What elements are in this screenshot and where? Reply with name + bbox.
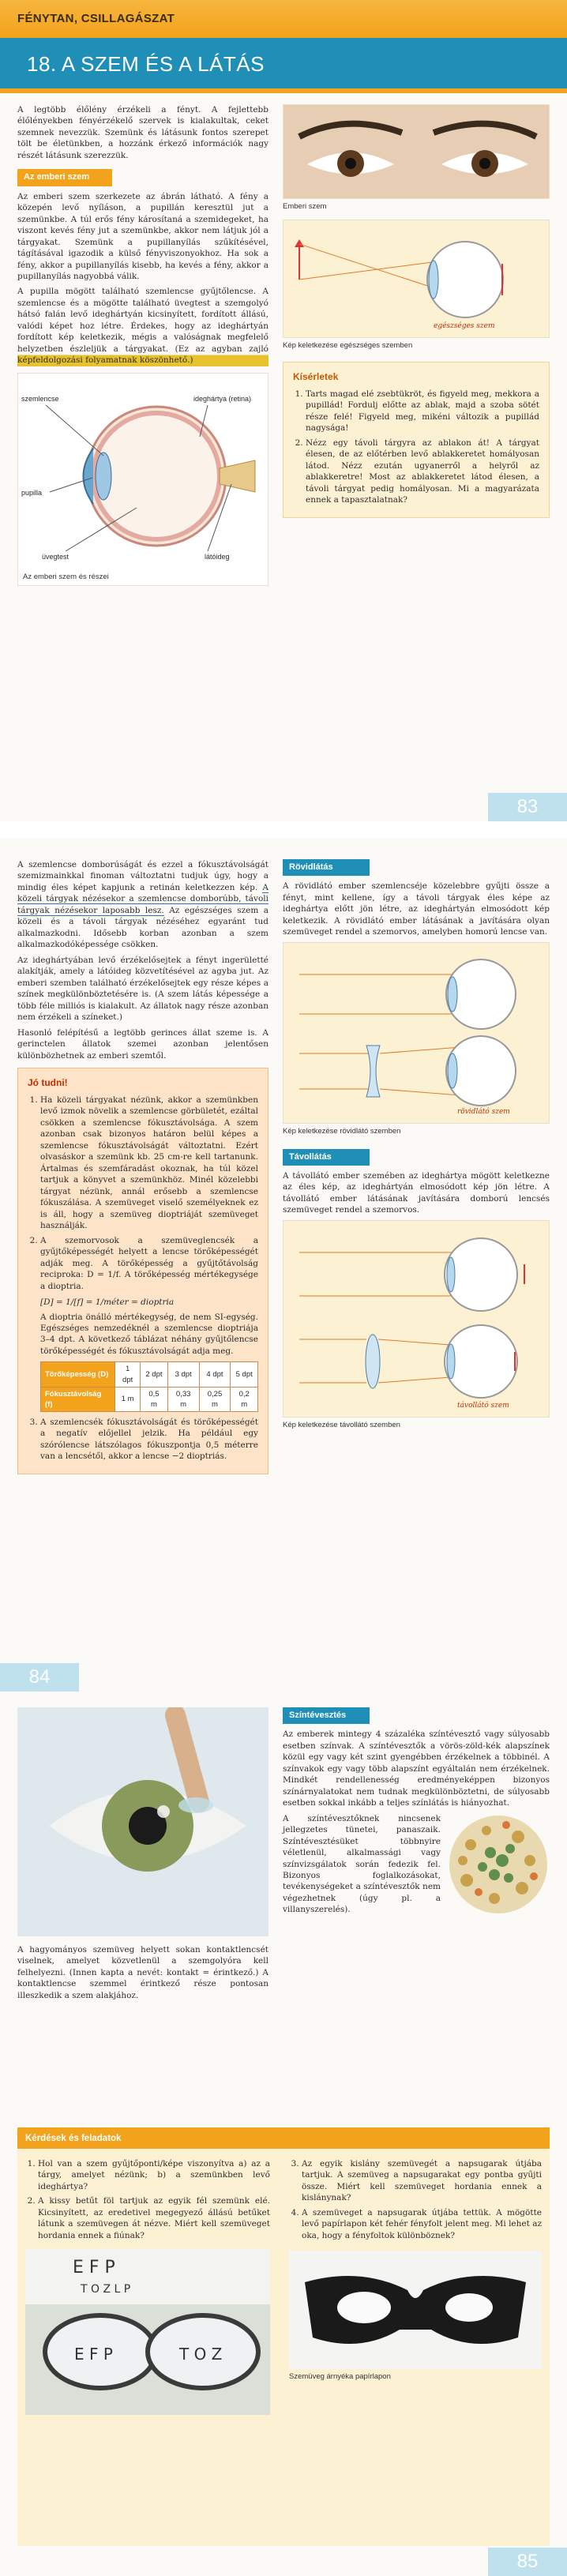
table-cell: 0,33 m bbox=[167, 1387, 199, 1411]
colorblind-text: Az emberek mintegy 4 százaléka színtévesztő vagy súlyosabb esetben színvak. A színtévesztők a vörös-zöld-kék alapszínek közül egy vagy két szint gyengébben érzékelnek a többinél. A színvakok egy vagy több alapszínt egyáltalán nem érzékelnek. Mindkét rendellenesség eredményeképpen bizonyos színárnyalatokat nem tudnak megkülönböztetni, de súlyosabb esetben sokkal inkább a teljes színlátás is hiányozhat. bbox=[283, 1729, 550, 1808]
pupil-paragraph: Az emberi szem szerkezete az ábrán látható. A fény a közepén levő nyíláson, a pupillán keresztül jut a szemünkbe. A túl erős fény károsítaná a szemidegeket, ha viszont kevés fény jut a szemünkbe, akkor nem látjuk jól a tárgyakat. Szemünk a pupillanyílás szűkítésével, tágításával igazodik a külső fényviszonyokhoz. Ha sok a fény, akkor a pupillanyílás kisebb, ha kevés a fény, akkor a pupillanyílás nagyobbá válik. bbox=[17, 191, 268, 281]
table-header: Fókusztávolság (f) bbox=[41, 1387, 115, 1411]
eye-photo bbox=[283, 104, 550, 199]
box-heading-human-eye: Az emberi szem bbox=[17, 169, 112, 186]
contact-lens-photo bbox=[17, 1707, 268, 1936]
left-column bbox=[17, 1707, 268, 2005]
experiments-title: Kísérletek bbox=[293, 371, 339, 383]
myopia-heading: Rövidlátás bbox=[283, 859, 370, 876]
eye-photo-caption: Emberi szem bbox=[283, 202, 327, 211]
table-cell: 4 dpt bbox=[199, 1362, 231, 1387]
page-number: 83 bbox=[488, 793, 567, 821]
table-cell: 3 dpt bbox=[167, 1362, 199, 1387]
page-number: 84 bbox=[0, 1663, 79, 1692]
table-cell: 0,2 m bbox=[231, 1387, 258, 1411]
sunglasses-caption: Szemüveg árnyéka papírlapon bbox=[289, 2372, 391, 2382]
lesson-title-bar bbox=[0, 38, 567, 88]
questions-heading: Kérdések és feladatok bbox=[17, 2130, 550, 2149]
page-number: 85 bbox=[488, 2548, 567, 2576]
question-item: 3. Az egyik kislány szemüvegét a napsugarak útjába tartjuk. A szemüveg a napsugarakat egy pontba gyűjti össze. Miért kell szemüveget hordania ennek a kislánynak? bbox=[302, 2158, 542, 2204]
table-cell: 0,5 m bbox=[141, 1387, 168, 1411]
myopia-label: rövidlátó szem bbox=[457, 1107, 510, 1116]
myopia-text: A rövidlátó ember szemlencséje közelebbre gyűjti össze a fényt, mint kellene, így a távoli tárgyak éles képe az ideghártya előtt jön létre, az ideghártyán elmosódott kép keletkezik. A rövidlátó ember látásának a javítására olyan szemüveget rendel a szemorvos, amelyben homorú lencse van. bbox=[283, 881, 550, 937]
dioptre-formula: [D] = 1/[f] = 1/méter = dioptria bbox=[40, 1297, 175, 1308]
good-to-know-box bbox=[17, 1068, 268, 1474]
hyperopia-figure bbox=[283, 1220, 550, 1418]
myopia-figure bbox=[283, 942, 550, 1124]
lens-shape bbox=[96, 452, 111, 500]
svg-text:E F P: E F P bbox=[73, 2258, 115, 2278]
accommodation-highlight: A közeli tárgyak nézésekor a szemlencse domborúbb, távoli tárgyak nézésekor laposabb lesz. bbox=[17, 882, 268, 915]
experiment-item: 1. Tarts magad elé zsebtükröt, és figyeld meg, mekkora a pupillád! Fordulj előtte az ablak, majd a szoba sötét része felé! Figyeld meg, mikéni változik a pupillád nagysága! bbox=[306, 389, 539, 434]
right-column bbox=[283, 1707, 550, 1920]
right-column bbox=[283, 104, 550, 518]
accommodation-text: A szemlencse domborúságát és ezzel a fókusztávolságát szemizmainkkal finoman változtatni tudjuk úgy, hogy a mindig éles képet kapjunk a retinán keletkezzen kép. bbox=[17, 860, 268, 892]
healthy-eye-figure bbox=[283, 220, 550, 338]
label-retina: ideghártya (retina) bbox=[193, 394, 252, 403]
label-lens: szemlencse bbox=[21, 394, 59, 403]
left-column bbox=[17, 104, 268, 586]
question-item: 2. A kissy betűt föl tartjuk az egyik fél szemünk elé. Kicsinyített, az eredetivel megegyező állású betűket látunk a szemüvegen át nézve. Miért kell szemüveget hordania ennek a fiúnak? bbox=[38, 2195, 270, 2241]
aging-text: Az egészséges szem a közeli és a távoli tárgyak nézéséhez egyaránt tud alkalmazkodni. Idősebb korban azonban a szem alkalmazkodóképessége csökken. bbox=[17, 905, 268, 950]
table-cell: 1 m bbox=[115, 1387, 141, 1411]
table-header: Törőképesség (D) bbox=[41, 1362, 115, 1387]
hyperopia-text: A távollátó ember szemében az ideghártya mögött keletkezne az éles kép, az ideghártyán elmosódott kép jön létre. A távollátó ember látásának javítására domború lencsés szemüveget rendel a szemorvos. bbox=[283, 1170, 550, 1215]
table-cell: 5 dpt bbox=[231, 1362, 258, 1387]
good-to-know-item: 3. A szemlencsék fókusztávolságát és törőképességét a negatív előjellel jelzik. Ha például egy szórólencse látszólagos fókuszpontja 0,5 méterre van a lencsétől, akkor a lencse −2 dioptriás. bbox=[40, 1417, 258, 1463]
lesson-title: 18. A SZEM ÉS A LÁTÁS bbox=[27, 52, 265, 76]
diagram-caption: Az emberi szem és részei bbox=[23, 572, 109, 581]
sunglasses-shadow-photo bbox=[289, 2251, 542, 2369]
intro-paragraph: A legtöbb élőlény érzékeli a fényt. A fejlettebb élőlényekben fényérzékelő szervek is kialakultak, ceket szemnek nevezzük. Szemünk és látásunk fontos szerepet tölt be életünkben, a hozzánk érkező információk nagy részét látásunk szerezzük. bbox=[17, 105, 268, 160]
myopia-caption: Kép keletkezése rövidlátó szemben bbox=[283, 1126, 401, 1136]
good-to-know-title: Jó tudni! bbox=[28, 1077, 68, 1089]
experiment-item: 2. Nézz egy távoli tárgyra az ablakon át! A tárgyat élesen, de az előtérben levő ablakkeretet homályosan látod. Nézz ezután ugyanerről a helyről az ablakkeretre! Most az ablakkeretet látod élesen, a távoli tárgyat pedig homályosan. Mi a magyarázata ennek a tapasztalatnak? bbox=[306, 437, 539, 506]
label-vitreous: üvegtest bbox=[42, 552, 69, 561]
eye-diagram bbox=[17, 373, 268, 586]
question-item: 4. A szemüveget a napsugarak útjába tettük. A mögötte levő papírlapon két fehér fényfolt jelent meg. Mi lehet az oka, hogy a fényfoltok különböznek? bbox=[302, 2207, 542, 2241]
lens-paragraph: A pupilla mögött található szemlencse gyűjtőlencse. A szemlencse és a mögötte található üvegtest a szemgolyó hátsó falán levő ideghártyán kicsinyített, fordított állású, valódi képet hoz létre. Érdekes, hogy az ideghártyán fordított kép keletkezik, mégis a valóságnak megfelelő helyzetben észleljük a tárgyakat. (Ez az agyban zajló képfeldolgozási folyamatnak köszönhető.) bbox=[17, 287, 268, 366]
good-to-know-item: 1. Ha közeli tárgyakat nézünk, akkor a szemünkben levő izmok növelik a szemlencse görbületét, ezáltal csökken a szemlencse fókusztávolsága. A szem azonban csak bizonyos határon belül képes a szemlencse fókusztávolságát változtatni. Ezért olvasáskor a szemünk kb. 25 cm-re kell tartanunk. Ártalmas és szemfáradást okoznak, ha túl közel tartjuk a könyvet a szemünkhöz. Minél közelebbi tárgyat nézünk, annál erősebb a szemlencse fókuszálása. A szemüveget viselő személyeknek ez is áll, hogy a szemüveg dioptriáját szemüveget használják. bbox=[40, 1095, 258, 1232]
dioptre-table bbox=[40, 1361, 258, 1411]
healthy-eye-label: egészséges szem bbox=[434, 322, 495, 331]
section-title: FÉNYTAN, CSILLAGÁSZAT bbox=[17, 12, 175, 25]
chapter-header bbox=[0, 0, 567, 38]
page-84 bbox=[0, 839, 567, 1692]
hyperopia-label: távollátó szem bbox=[457, 1401, 509, 1410]
questions-box bbox=[17, 2127, 550, 2546]
glasses-eye-chart-photo bbox=[25, 2249, 270, 2415]
question-item: 1. Hol van a szem gyűjtőponti/képe viszonyítva a) az a tárgy, amelyet nézünk; b) a szemünkben levő ideghártya? bbox=[38, 2158, 270, 2192]
left-column bbox=[17, 859, 268, 1474]
colorblind-text-2: A színtévesztőknek nincsenek jellegzetes tünetei, panaszaik. Színtévesztésüket többnyire véletlenül, alkalmassági vagy színvizsgálatok során fedezik fel. Bizonyos foglalkozásokat, tevékenységeket a színtévesztők nem végezhetnek (úgy pl. a villanyszerelés). bbox=[283, 1813, 441, 1915]
svg-text:T O Z L P: T O Z L P bbox=[81, 2283, 131, 2296]
healthy-eye-caption: Kép keletkezése egészséges szemben bbox=[283, 341, 413, 351]
experiments-box bbox=[283, 362, 550, 517]
table-cell: 2 dpt bbox=[141, 1362, 168, 1387]
hyperopia-caption: Kép keletkezése távollátó szemben bbox=[283, 1420, 400, 1429]
label-optic-nerve: látóideg bbox=[205, 552, 230, 561]
hyperopia-heading: Távollátás bbox=[283, 1149, 370, 1166]
svg-text:T O Z: T O Z bbox=[179, 2345, 223, 2364]
table-cell: 1 dpt bbox=[115, 1362, 141, 1387]
contact-lens-text: A hagyományos szemüveg helyett sokan kontaktlencsét viselnek, amelyet közvetlenül a szemgolyóra kell felhelyezni. (Innen kapta a nevét: kontakt = érintkező.) A kontaktlencse szemmel érintkező része pontosan illeszkedik a szem alakjához. bbox=[17, 1945, 268, 2000]
vertebrate-paragraph: Hasonló felépítésű a legtöbb gerinces állat szeme is. A gerinctelen állatok szemei azonban jelentősen különbözhetnek az emberi szemtől. bbox=[17, 1027, 268, 1061]
colorblind-heading: Színtévesztés bbox=[283, 1707, 370, 1724]
dioptre-note: A dioptria önálló mértékegység, de nem SI-egység. Egészséges nemzedéknél a szemlencse dioptriája 3–4 dpt. A következő táblázat néhány gyűjtőlencse törőképességét és fókusztávolságát adja meg. bbox=[40, 1312, 258, 1356]
page-83 bbox=[0, 0, 567, 821]
table-cell: 0,25 m bbox=[199, 1387, 231, 1411]
page-85 bbox=[0, 1692, 567, 2576]
good-to-know-item: 2. A szemorvosok a szemüveglencsék a gyűjtőképességét helyett a lencse törőképességét adják meg. A törőképesség a gyűjtőtávolság reciproka: D = 1/f. A törőképesség mértékegysége a dioptria. bbox=[40, 1235, 258, 1292]
ishihara-plate bbox=[447, 1813, 550, 1916]
svg-text:E F P: E F P bbox=[74, 2345, 113, 2364]
receptor-paragraph: Az ideghártyában levő érzékelősejtek a fényt ingerületté alakítják, amely a látóideg közvetítésével az agyba jut. Az emberi szemben található érzékelősejtek egy része képes a színek megkülönböztetésére is. (A szem látás képessége a több féle milliós is kialakult. Az állatok nagy része azonban nem érzékeli a színeket.) bbox=[17, 955, 268, 1023]
right-column bbox=[283, 859, 550, 1430]
label-pupil: pupilla bbox=[21, 488, 43, 497]
